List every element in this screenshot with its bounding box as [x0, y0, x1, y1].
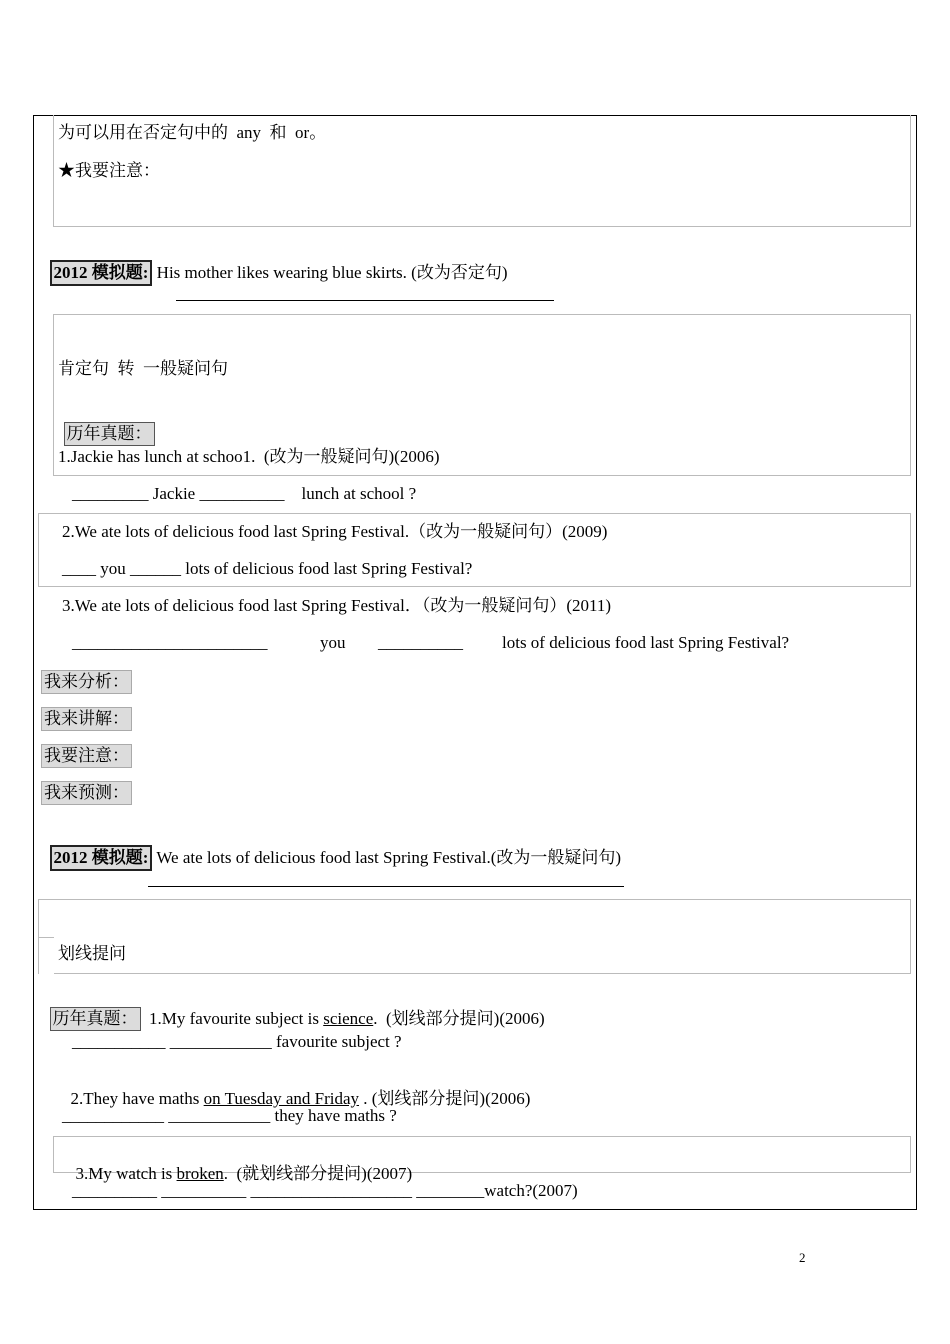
question-3: 3.We ate lots of delicious food last Spring Festival．（改为一般疑问句）(2011)	[62, 596, 612, 615]
section-heading: 划线提问	[58, 944, 126, 963]
answer-3-blank-2: __________	[378, 633, 463, 652]
answer-blank	[148, 886, 624, 887]
answer-1: ___________ ____________ favourite subject ?	[72, 1032, 402, 1051]
page-number: 2	[799, 1250, 806, 1265]
section-box	[38, 899, 911, 974]
question-1-pre: 1.My favourite subject is	[149, 1009, 324, 1028]
answer-blank	[176, 300, 554, 301]
question-1: 1.Jackie has lunch at schoo1. (改为一般疑问句)(2006)	[58, 447, 440, 466]
question-3-underlined: broken	[176, 1164, 224, 1183]
question-3-pre: 3.My watch is	[75, 1164, 177, 1183]
predict-label	[41, 781, 132, 805]
past-exam-tag: 历年真题：	[50, 1007, 141, 1031]
question-3-post: . (就划线部分提问)(2007)	[223, 1164, 413, 1183]
past-exam-tag: 历年真题：	[64, 422, 155, 446]
section-heading: 肯定句 转 一般疑问句	[58, 359, 228, 378]
answer-2: ____________ ____________ they have maths ?	[62, 1106, 397, 1125]
mock-question-1	[41, 240, 507, 286]
answer-3-word: you	[320, 633, 346, 652]
attention-tag: 我要注意：	[41, 744, 132, 768]
past-exam-tag-wrap	[55, 402, 155, 446]
analysis-label	[41, 670, 132, 694]
question-2-post: . (划线部分提问)(2006)	[359, 1089, 531, 1108]
mock-tag: 2012 模拟题:	[50, 260, 153, 286]
answer-3: __________ __________ ___________________ ________watch?(2007)	[72, 1181, 578, 1200]
mock-question-text: His mother likes wearing blue skirts. (改为否定句)	[152, 263, 508, 282]
question-1-post: . (划线部分提问)(2006)	[373, 1009, 545, 1028]
answer-3-rest: lots of delicious food last Spring Festival?	[502, 633, 790, 652]
answer-3-blank-1: _______________________	[72, 633, 268, 652]
explain-tag: 我来讲解：	[41, 707, 132, 731]
note-label: ★我要注意：	[58, 161, 160, 180]
question-1-underlined: science	[323, 1009, 374, 1028]
answer-2: ____ you ______ lots of delicious food last Spring Festival?	[62, 559, 473, 578]
question-2: 2.We ate lots of delicious food last Spring Festival.（改为一般疑问句）(2009)	[62, 522, 608, 541]
question-2-underlined: on Tuesday and Friday	[203, 1089, 360, 1108]
answer-1: _________ Jackie __________ lunch at school ?	[72, 484, 417, 503]
mock-tag: 2012 模拟题:	[50, 845, 153, 871]
section-inner-border	[38, 937, 54, 974]
question-1	[41, 987, 545, 1031]
attention-label	[41, 744, 132, 768]
question-2-pre: 2.They have maths	[70, 1089, 204, 1108]
mock-question-text: We ate lots of delicious food last Spring Festival.(改为一般疑问句)	[152, 848, 622, 867]
question-2	[62, 1069, 530, 1109]
intro-line: 为可以用在否定句中的 any 和 or。	[58, 123, 327, 142]
analysis-tag: 我来分析：	[41, 670, 132, 694]
question-3	[67, 1144, 412, 1184]
mock-question-2	[41, 825, 621, 871]
explain-label	[41, 707, 132, 731]
predict-tag: 我来预测：	[41, 781, 132, 805]
